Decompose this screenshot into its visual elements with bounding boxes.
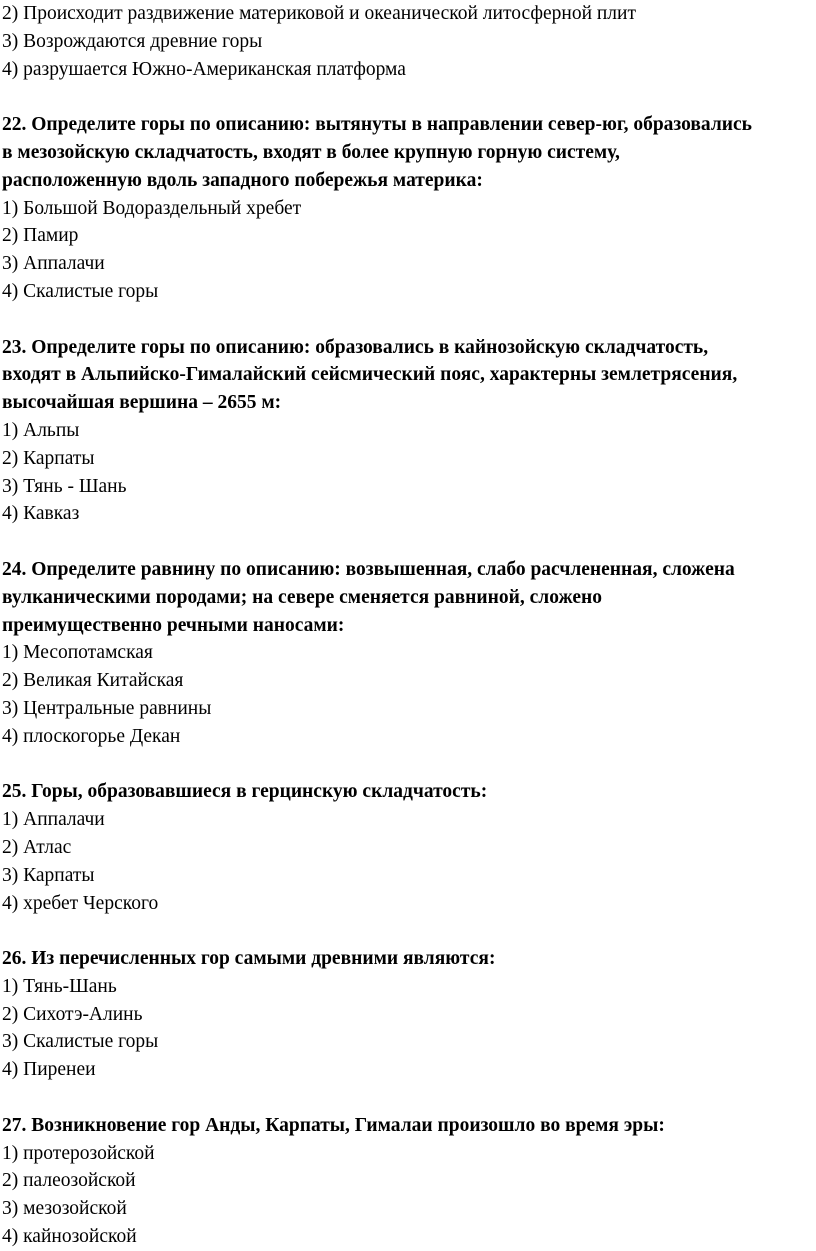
answer-option: 4) Пиренеи bbox=[2, 1059, 96, 1081]
question-text: расположенную вдоль западного побережья материка: bbox=[2, 169, 483, 191]
answer-option: 2) Карпаты bbox=[2, 447, 95, 469]
answer-option: 3) Центральные равнины bbox=[2, 697, 212, 719]
question-22 bbox=[2, 111, 816, 306]
question-23 bbox=[2, 334, 816, 529]
answer-option: 2) Атлас bbox=[2, 836, 72, 858]
spacer bbox=[2, 751, 816, 779]
answer-option: 1) Большой Водораздельный хребет bbox=[2, 197, 302, 219]
answer-option: 3) Скалистые горы bbox=[2, 1031, 159, 1053]
question-text: 24. Определите равнину по описанию: возвышенная, слабо расчлененная, сложена bbox=[2, 558, 735, 580]
question-text: входят в Альпийско-Гималайский сейсмический пояс, характерны землетрясения, bbox=[2, 364, 738, 386]
answer-option: 1) протерозойской bbox=[2, 1142, 155, 1164]
answer-option: 3) Тянь - Шань bbox=[2, 475, 127, 497]
answer-option: 2) Происходит раздвижение материковой и океанической литосферной плит bbox=[2, 3, 636, 24]
question-text: в мезозойскую складчатость, входят в более крупную горную систему, bbox=[2, 141, 620, 163]
question-text: 25. Горы, образовавшиеся в герцинскую складчатость: bbox=[2, 781, 488, 803]
answer-option: 3) Возрождаются древние горы bbox=[2, 30, 263, 52]
answer-option: 1) Альпы bbox=[2, 419, 80, 441]
question-text: преимущественно речными наносами: bbox=[2, 614, 345, 636]
question-text: высочайшая вершина – 2655 м: bbox=[2, 392, 282, 414]
answer-option: 4) плоскогорье Декан bbox=[2, 725, 181, 747]
spacer bbox=[2, 1084, 816, 1112]
answer-option: 2) Сихотэ-Алинь bbox=[2, 1003, 143, 1025]
answer-option: 3) мезозойской bbox=[2, 1198, 127, 1220]
spacer bbox=[2, 306, 816, 334]
answer-option: 3) Карпаты bbox=[2, 864, 95, 886]
question-27 bbox=[2, 1112, 816, 1251]
question-text: 27. Возникновение гор Анды, Карпаты, Гималаи произошло во время эры: bbox=[2, 1114, 665, 1136]
question-24 bbox=[2, 556, 816, 751]
answer-option: 4) кайнозойской bbox=[2, 1226, 137, 1248]
answer-option: 2) Памир bbox=[2, 225, 79, 247]
spacer bbox=[2, 528, 816, 556]
question-text: вулканическими породами; на севере сменяется равниной, сложено bbox=[2, 586, 603, 608]
spacer bbox=[2, 83, 816, 111]
intro-options bbox=[2, 0, 816, 83]
spacer bbox=[2, 917, 816, 945]
answer-option: 1) Месопотамская bbox=[2, 642, 153, 664]
answer-option: 3) Аппалачи bbox=[2, 253, 105, 275]
question-text: 22. Определите горы по описанию: вытянуты в направлении север-юг, образовались bbox=[2, 114, 752, 136]
question-text: 26. Из перечисленных гор самыми древними являются: bbox=[2, 948, 496, 970]
question-26 bbox=[2, 945, 816, 1084]
question-text: 23. Определите горы по описанию: образовались в кайнозойскую складчатость, bbox=[2, 336, 709, 358]
question-25 bbox=[2, 778, 816, 917]
answer-option: 2) Великая Китайская bbox=[2, 670, 184, 692]
answer-option: 1) Аппалачи bbox=[2, 809, 105, 831]
answer-option: 2) палеозойской bbox=[2, 1170, 136, 1192]
answer-option: 4) хребет Черского bbox=[2, 892, 159, 914]
answer-option: 4) Кавказ bbox=[2, 503, 80, 525]
answer-option: 4) Скалистые горы bbox=[2, 280, 159, 302]
answer-option: 4) разрушается Южно-Американская платформа bbox=[2, 58, 406, 80]
answer-option: 1) Тянь-Шань bbox=[2, 975, 117, 997]
